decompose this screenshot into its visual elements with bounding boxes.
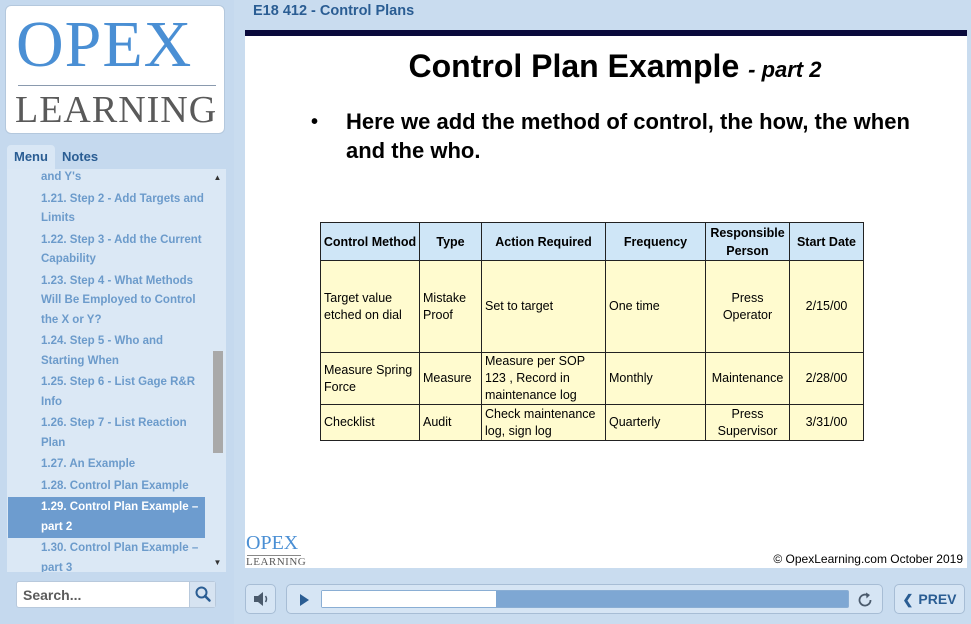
- scroll-thumb[interactable]: [213, 351, 223, 453]
- slide-title-sub: - part 2: [748, 57, 822, 82]
- table-cell: Check maintenance log, sign log: [482, 405, 606, 441]
- menu-item-1-29[interactable]: 1.29. Control Plan Example –part 2: [8, 497, 205, 538]
- footer-logo-opex-text: OPEX: [246, 532, 299, 554]
- table-cell: Press Supervisor: [706, 405, 790, 441]
- table-row: [321, 405, 864, 441]
- sidebar-tabs: [7, 145, 105, 169]
- table-cell: Monthly: [606, 353, 706, 405]
- table-header: Responsible Person: [706, 223, 790, 261]
- bullet-text: Here we add the method of control, the how, the when and the who.: [346, 109, 910, 163]
- menu-item-1-28[interactable]: 1.28. Control Plan Example: [41, 479, 189, 492]
- table-cell: Measure: [420, 353, 482, 405]
- table-cell: 2/15/00: [790, 261, 864, 353]
- tab-notes[interactable]: Notes: [61, 149, 99, 164]
- slide-title-main: Control Plan Example: [408, 48, 740, 84]
- search-field[interactable]: [16, 581, 216, 608]
- table-cell: Mistake Proof: [420, 261, 482, 353]
- search-input[interactable]: Search...: [23, 587, 82, 603]
- scroll-down-arrow-icon[interactable]: ▼: [213, 558, 222, 567]
- player-bar: [286, 584, 883, 614]
- chevron-left-icon: ❮: [902, 592, 914, 607]
- logo-divider: [18, 85, 216, 86]
- search-icon: [190, 582, 216, 607]
- table-header: Action Required: [482, 223, 606, 261]
- table-cell: Audit: [420, 405, 482, 441]
- table-header: Type: [420, 223, 482, 261]
- menu-scrollbar[interactable]: [211, 169, 224, 572]
- table-header: Frequency: [606, 223, 706, 261]
- slide: [245, 30, 967, 568]
- progress-bar[interactable]: [321, 590, 849, 608]
- replay-icon[interactable]: [855, 590, 875, 610]
- table-row: [321, 353, 864, 405]
- opex-logo: [5, 5, 225, 134]
- play-icon[interactable]: [295, 591, 313, 609]
- table-cell: One time: [606, 261, 706, 353]
- volume-icon: [246, 585, 275, 613]
- footer-logo-learning-text: LEARNING: [246, 556, 307, 568]
- sidebar: [0, 0, 234, 624]
- table-cell: Set to target: [482, 261, 606, 353]
- menu-item-1-24[interactable]: 1.24. Step 5 - Who and Starting When: [41, 335, 164, 367]
- logo-opex-text: OPEX: [16, 8, 193, 81]
- control-plan-table: [320, 222, 864, 441]
- table-header: Start Date: [790, 223, 864, 261]
- table-cell: 3/31/00: [790, 405, 864, 441]
- volume-button[interactable]: [245, 584, 276, 614]
- prev-label: PREV: [918, 591, 957, 607]
- menu-item-1-25[interactable]: 1.25. Step 6 - List Gage R&R Info: [41, 376, 196, 408]
- copyright-notice: © OpexLearning.com October 2019: [773, 552, 963, 566]
- table-cell: Press Operator: [706, 261, 790, 353]
- table-cell: Quarterly: [606, 405, 706, 441]
- table-cell: Measure per SOP 123 , Record in maintenance log: [482, 353, 606, 405]
- table-cell: Checklist: [321, 405, 420, 441]
- course-title: E18 412 - Control Plans: [253, 3, 415, 19]
- menu-list: [7, 169, 207, 572]
- menu-item-1-26[interactable]: 1.26. Step 7 - List Reaction Plan: [41, 417, 187, 449]
- menu-item-1-20[interactable]: and Y's: [41, 171, 82, 183]
- table-row: [321, 261, 864, 353]
- menu-item-1-30[interactable]: 1.30. Control Plan Example – part 3: [41, 542, 199, 572]
- table-cell: 2/28/00: [790, 353, 864, 405]
- slide-footer-logo: [246, 533, 306, 567]
- table-cell: Measure Spring Force: [321, 353, 420, 405]
- table-cell: Target value etched on dial: [321, 261, 420, 353]
- bullet-marker: •: [311, 111, 319, 133]
- table-cell: Maintenance: [706, 353, 790, 405]
- slide-title: [245, 48, 971, 85]
- menu-panel: [7, 169, 226, 572]
- menu-item-1-22[interactable]: 1.22. Step 3 - Add the Current Capability: [41, 233, 202, 265]
- scroll-up-arrow-icon[interactable]: ▲: [213, 173, 222, 182]
- progress-fill: [322, 591, 496, 607]
- prev-button[interactable]: [894, 584, 965, 614]
- menu-item-1-21[interactable]: 1.21. Step 2 - Add Targets and Limits: [41, 192, 204, 224]
- slide-top-bar: [245, 30, 967, 36]
- table-header: Control Method: [321, 223, 420, 261]
- menu-item-1-27[interactable]: 1.27. An Example: [41, 458, 136, 470]
- menu-item-1-23[interactable]: 1.23. Step 4 - What Methods Will Be Employed to Control the X or Y?: [41, 274, 196, 326]
- logo-learning-text: LEARNING: [15, 89, 218, 131]
- tab-menu[interactable]: Menu: [7, 145, 55, 169]
- search-button[interactable]: [189, 582, 215, 607]
